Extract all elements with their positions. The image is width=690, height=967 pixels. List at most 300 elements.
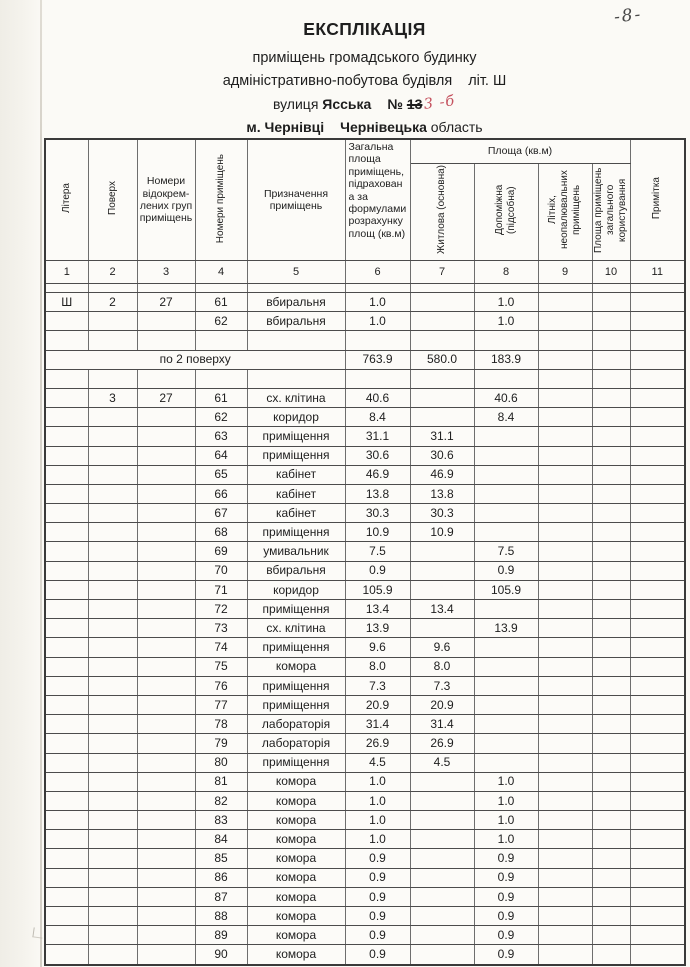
column-number: 9 — [538, 261, 592, 284]
table-cell: 27 — [137, 293, 195, 312]
table-cell — [137, 580, 195, 599]
table-cell — [195, 331, 247, 350]
table-cell — [592, 868, 630, 887]
table-cell — [88, 600, 137, 619]
table-cell — [630, 657, 685, 676]
table-cell: 1.0 — [474, 830, 538, 849]
table-cell — [592, 331, 630, 350]
table-cell: 10.9 — [410, 523, 474, 542]
table-cell — [630, 484, 685, 503]
table-row — [45, 465, 685, 484]
table-cell: 27 — [137, 388, 195, 407]
header-living-area-label: Житлова (основна) — [436, 165, 447, 254]
table-cell: сх. клітина — [247, 619, 345, 638]
table-cell: коридор — [247, 408, 345, 427]
table-cell — [474, 446, 538, 465]
table-cell — [45, 753, 88, 772]
table-cell — [538, 715, 592, 734]
table-cell: 82 — [195, 791, 247, 810]
table-cell: 66 — [195, 484, 247, 503]
header-litera-label: Літера — [60, 183, 72, 214]
table-cell: 46.9 — [345, 465, 410, 484]
table-cell — [88, 542, 137, 561]
table-cell — [137, 849, 195, 868]
header-area-group: Площа (кв.м) — [410, 139, 630, 164]
table-row — [45, 676, 685, 695]
table-row — [45, 734, 685, 753]
table-cell — [630, 284, 685, 293]
table-row — [45, 715, 685, 734]
table-cell — [45, 715, 88, 734]
table-cell — [538, 600, 592, 619]
table-cell — [137, 523, 195, 542]
table-cell — [410, 926, 474, 945]
table-cell: 89 — [195, 926, 247, 945]
table-cell — [630, 542, 685, 561]
table-cell: 26.9 — [410, 734, 474, 753]
column-number: 1 — [45, 261, 88, 284]
table-cell — [630, 945, 685, 965]
header-note — [630, 139, 685, 261]
table-cell: лабораторія — [247, 715, 345, 734]
table-cell — [137, 887, 195, 906]
table-cell — [45, 734, 88, 753]
table-cell — [538, 484, 592, 503]
table-cell: 1.0 — [474, 312, 538, 331]
table-cell: 0.9 — [345, 926, 410, 945]
table-cell: 4.5 — [410, 753, 474, 772]
table-cell — [88, 427, 137, 446]
liter-label: літ. Ш — [468, 73, 507, 89]
table-cell — [88, 753, 137, 772]
table-row — [45, 849, 685, 868]
table-cell: приміщення — [247, 446, 345, 465]
table-row — [45, 542, 685, 561]
table-cell — [45, 926, 88, 945]
table-cell: умивальник — [247, 542, 345, 561]
table-cell — [410, 284, 474, 293]
table-cell — [592, 849, 630, 868]
table-cell — [474, 331, 538, 350]
table-cell: комора — [247, 945, 345, 965]
table-cell: 1.0 — [474, 772, 538, 791]
summary-value: 580.0 — [410, 350, 474, 369]
table-cell — [592, 830, 630, 849]
table-cell — [474, 695, 538, 714]
table-cell — [630, 427, 685, 446]
table-cell: кабінет — [247, 465, 345, 484]
table-cell — [474, 676, 538, 695]
table-cell — [88, 811, 137, 830]
table-cell: 13.8 — [345, 484, 410, 503]
table-cell — [592, 312, 630, 331]
table-cell — [474, 715, 538, 734]
table-cell — [630, 331, 685, 350]
column-number: 11 — [630, 261, 685, 284]
table-cell — [410, 945, 474, 965]
column-number: 3 — [137, 261, 195, 284]
table-cell — [45, 849, 88, 868]
table-cell — [538, 945, 592, 965]
table-cell: 20.9 — [345, 695, 410, 714]
table-cell — [45, 484, 88, 503]
table-cell — [88, 676, 137, 695]
table-cell: 0.9 — [474, 907, 538, 926]
table-cell — [474, 600, 538, 619]
table-cell — [630, 600, 685, 619]
table-cell — [45, 465, 88, 484]
column-number: 5 — [247, 261, 345, 284]
table-cell — [592, 907, 630, 926]
table-cell: комора — [247, 830, 345, 849]
header-litera — [45, 139, 88, 261]
table-cell: 0.9 — [474, 561, 538, 580]
table-cell — [630, 369, 685, 388]
table-row — [45, 580, 685, 599]
table-cell — [410, 811, 474, 830]
table-cell — [88, 830, 137, 849]
handwritten-house-number: 3 -б — [423, 93, 457, 113]
table-cell — [88, 772, 137, 791]
table-cell: приміщення — [247, 600, 345, 619]
table-cell — [45, 523, 88, 542]
header-auxiliary-area — [474, 164, 538, 261]
table-cell — [630, 504, 685, 523]
table-cell — [538, 388, 592, 407]
table-cell: 2 — [88, 293, 137, 312]
table-cell: 30.6 — [410, 446, 474, 465]
table-cell — [592, 772, 630, 791]
table-cell: 65 — [195, 465, 247, 484]
table-cell — [630, 312, 685, 331]
table-row — [45, 427, 685, 446]
table-cell: 30.3 — [345, 504, 410, 523]
table-cell — [345, 284, 410, 293]
table-cell — [45, 887, 88, 906]
table-row — [45, 907, 685, 926]
summary-label: по 2 поверху — [45, 350, 345, 369]
table-cell — [630, 830, 685, 849]
table-cell: 31.1 — [345, 427, 410, 446]
table-cell — [88, 868, 137, 887]
page-title: ЕКСПЛІКАЦІЯ — [303, 19, 426, 39]
table-cell: 85 — [195, 849, 247, 868]
table-cell: 9.6 — [410, 638, 474, 657]
scan-left-edge — [0, 0, 44, 967]
table-cell — [538, 676, 592, 695]
table-row — [45, 293, 685, 312]
table-cell: Ш — [45, 293, 88, 312]
table-cell — [630, 753, 685, 772]
table-cell: 1.0 — [345, 312, 410, 331]
table-cell: 1.0 — [474, 811, 538, 830]
table-row — [45, 619, 685, 638]
table-cell: 0.9 — [474, 849, 538, 868]
scan-corner-mark — [32, 927, 43, 938]
table-cell — [474, 427, 538, 446]
table-cell: 20.9 — [410, 695, 474, 714]
table-cell — [592, 734, 630, 753]
table-cell — [45, 284, 88, 293]
table-cell — [592, 926, 630, 945]
table-cell — [247, 331, 345, 350]
table-cell: приміщення — [247, 638, 345, 657]
table-cell — [538, 619, 592, 638]
table-cell: 1.0 — [345, 830, 410, 849]
table-cell — [630, 868, 685, 887]
table-cell — [592, 676, 630, 695]
table-cell: 71 — [195, 580, 247, 599]
table-row — [45, 830, 685, 849]
table-cell: 0.9 — [474, 945, 538, 965]
table-cell — [137, 600, 195, 619]
table-cell — [137, 638, 195, 657]
table-cell: 80 — [195, 753, 247, 772]
table-cell: 72 — [195, 600, 247, 619]
street-name: Ясська — [322, 96, 372, 112]
table-cell: вбиральня — [247, 561, 345, 580]
table-cell: вбиральня — [247, 293, 345, 312]
table-cell — [592, 484, 630, 503]
table-cell: 88 — [195, 907, 247, 926]
table-cell: комора — [247, 887, 345, 906]
table-cell — [630, 408, 685, 427]
table-cell — [410, 408, 474, 427]
column-numbers-row — [45, 261, 685, 284]
column-number: 8 — [474, 261, 538, 284]
table-cell — [410, 772, 474, 791]
table-row — [45, 388, 685, 407]
table-cell — [88, 619, 137, 638]
table-cell — [410, 331, 474, 350]
table-body — [45, 284, 685, 965]
table-cell: 10.9 — [345, 523, 410, 542]
table-cell — [630, 293, 685, 312]
table-cell: 3 — [88, 388, 137, 407]
table-cell — [592, 945, 630, 965]
table-row — [45, 791, 685, 810]
table-cell — [247, 284, 345, 293]
table-cell — [410, 580, 474, 599]
header-poverkh-label: Поверх — [106, 181, 118, 216]
table-cell — [592, 293, 630, 312]
table-cell — [630, 465, 685, 484]
table-cell: 4.5 — [345, 753, 410, 772]
table-cell — [538, 868, 592, 887]
header-common-area — [592, 164, 630, 261]
table-cell — [88, 284, 137, 293]
table-cell: 7.5 — [345, 542, 410, 561]
table-row — [45, 695, 685, 714]
table-cell — [538, 791, 592, 810]
spacer-row — [45, 284, 685, 293]
region-word: область — [430, 119, 483, 135]
table-cell — [592, 561, 630, 580]
table-row — [45, 926, 685, 945]
table-cell — [630, 695, 685, 714]
table-cell — [195, 369, 247, 388]
table-cell: 62 — [195, 408, 247, 427]
header-room-numbers — [195, 139, 247, 261]
table-cell: 13.8 — [410, 484, 474, 503]
table-cell — [88, 715, 137, 734]
table-cell — [592, 811, 630, 830]
table-cell — [45, 388, 88, 407]
table-cell — [630, 715, 685, 734]
table-cell — [410, 312, 474, 331]
table-cell — [45, 369, 88, 388]
table-cell — [538, 331, 592, 350]
table-cell — [538, 561, 592, 580]
table-cell — [137, 408, 195, 427]
table-cell — [410, 388, 474, 407]
table-cell — [538, 523, 592, 542]
table-cell — [630, 811, 685, 830]
table-cell — [538, 284, 592, 293]
empty-row — [45, 369, 685, 388]
table-cell — [538, 293, 592, 312]
table-cell: 40.6 — [345, 388, 410, 407]
table-cell — [137, 868, 195, 887]
table-cell — [88, 907, 137, 926]
table-cell — [137, 312, 195, 331]
table-cell: 70 — [195, 561, 247, 580]
table-cell: комора — [247, 811, 345, 830]
table-cell — [630, 350, 685, 369]
table-cell: приміщення — [247, 523, 345, 542]
table-cell — [630, 772, 685, 791]
summary-row — [45, 350, 685, 369]
table-cell — [45, 791, 88, 810]
table-cell: приміщення — [247, 753, 345, 772]
column-number: 6 — [345, 261, 410, 284]
table-cell: 81 — [195, 772, 247, 791]
table-cell — [630, 676, 685, 695]
table-cell — [88, 695, 137, 714]
table-cell — [410, 561, 474, 580]
table-cell: комора — [247, 907, 345, 926]
table-cell — [88, 561, 137, 580]
table-cell: 62 — [195, 312, 247, 331]
table-cell — [592, 580, 630, 599]
table-cell — [474, 369, 538, 388]
table-cell — [592, 446, 630, 465]
table-cell: 7.5 — [474, 542, 538, 561]
summary-value: 183.9 — [474, 350, 538, 369]
city-name: м. Чернівці — [246, 119, 325, 135]
struck-house-number: 13 — [406, 96, 423, 112]
table-cell — [137, 657, 195, 676]
table-cell: 8.0 — [410, 657, 474, 676]
table-cell — [538, 657, 592, 676]
table-cell — [137, 926, 195, 945]
table-row — [45, 638, 685, 657]
table-cell: 77 — [195, 695, 247, 714]
table-cell — [88, 484, 137, 503]
table-row — [45, 484, 685, 503]
table-cell — [45, 619, 88, 638]
table-cell — [88, 638, 137, 657]
table-cell: 8.4 — [345, 408, 410, 427]
table-cell — [538, 408, 592, 427]
column-number: 4 — [195, 261, 247, 284]
table-cell — [592, 791, 630, 810]
table-cell — [474, 484, 538, 503]
table-cell — [474, 465, 538, 484]
table-cell — [45, 830, 88, 849]
header-purpose: Призначення приміщень — [247, 139, 345, 261]
table-row — [45, 887, 685, 906]
table-cell: кабінет — [247, 504, 345, 523]
handwritten-page-number: -8- — [612, 4, 643, 28]
table-cell: 61 — [195, 293, 247, 312]
table-cell — [45, 446, 88, 465]
table-cell — [592, 504, 630, 523]
table-cell — [592, 369, 630, 388]
column-number: 2 — [88, 261, 137, 284]
table-cell — [45, 676, 88, 695]
table-cell — [88, 734, 137, 753]
table-cell — [474, 734, 538, 753]
table-cell: кабінет — [247, 484, 345, 503]
table-cell: 0.9 — [345, 907, 410, 926]
table-cell — [410, 868, 474, 887]
table-cell — [592, 657, 630, 676]
table-cell — [137, 561, 195, 580]
table-cell — [630, 734, 685, 753]
table-cell: 30.6 — [345, 446, 410, 465]
city-line — [44, 119, 685, 135]
summary-value: 763.9 — [345, 350, 410, 369]
table-cell — [137, 542, 195, 561]
table-cell: 0.9 — [345, 945, 410, 965]
table-cell: комора — [247, 849, 345, 868]
table-cell: комора — [247, 926, 345, 945]
table-cell: 1.0 — [345, 811, 410, 830]
table-cell — [538, 907, 592, 926]
table-cell — [630, 388, 685, 407]
table-row — [45, 600, 685, 619]
table-cell: 31.4 — [410, 715, 474, 734]
table-cell — [45, 695, 88, 714]
table-cell: 84 — [195, 830, 247, 849]
table-cell: 30.3 — [410, 504, 474, 523]
table-cell — [45, 580, 88, 599]
table-cell: 79 — [195, 734, 247, 753]
table-cell: 64 — [195, 446, 247, 465]
header-total-area: Загальна площа приміщень, підрахована за формулами розрахунку площ (кв.м) — [345, 139, 410, 261]
table-row — [45, 753, 685, 772]
table-cell — [592, 753, 630, 772]
scan-left-line — [40, 0, 42, 967]
column-number: 7 — [410, 261, 474, 284]
table-cell — [592, 695, 630, 714]
table-cell — [538, 695, 592, 714]
table-cell: лабораторія — [247, 734, 345, 753]
table-cell — [410, 619, 474, 638]
table-cell — [630, 849, 685, 868]
table-cell: комора — [247, 791, 345, 810]
table-cell: 76 — [195, 676, 247, 695]
table-cell — [630, 887, 685, 906]
table-cell: вбиральня — [247, 312, 345, 331]
table-cell — [592, 887, 630, 906]
table-cell — [137, 331, 195, 350]
table-cell — [630, 619, 685, 638]
table-row — [45, 561, 685, 580]
table-cell — [88, 926, 137, 945]
table-cell — [538, 446, 592, 465]
